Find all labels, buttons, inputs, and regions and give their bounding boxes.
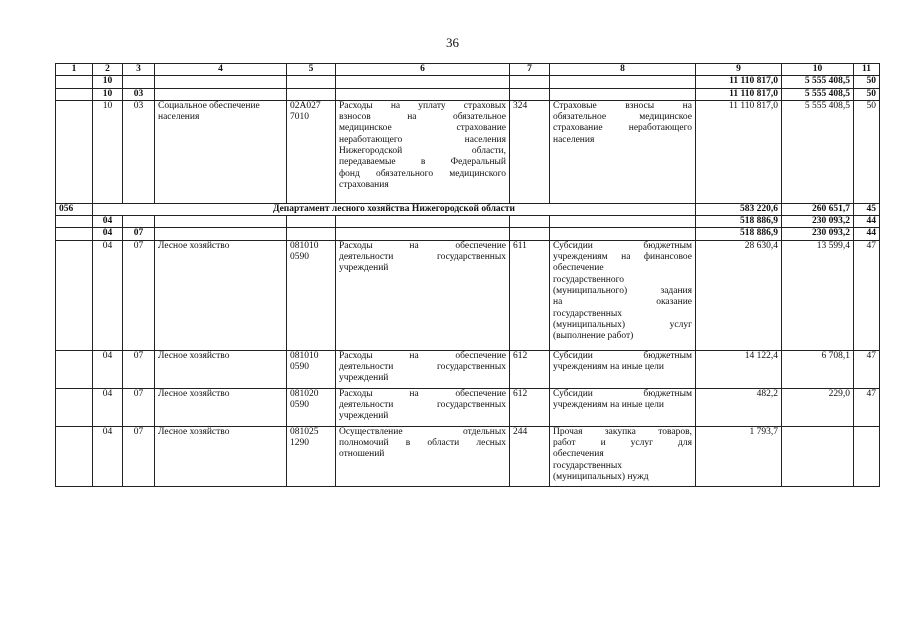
expense-type-code: 611	[510, 240, 550, 350]
expense-type-description: Прочая закупка товаров, работ и услуг для обеспечения государственных (муниципальных) нужд	[550, 426, 696, 486]
percent: 50	[854, 88, 880, 100]
table-row	[56, 100, 880, 203]
subsection-code: 07	[123, 240, 155, 350]
amount-actual: 230 093,2	[782, 228, 854, 240]
target-description: Осуществление отдельных полномочий в области лесных отношений	[336, 426, 510, 486]
table-row	[56, 426, 880, 486]
expense-type-description: Страховые взносы на обязательное медицинское страхование неработающего населения	[550, 100, 696, 203]
section-code: 04	[93, 350, 123, 388]
amount-actual: 6 708,1	[782, 350, 854, 388]
percent	[854, 426, 880, 486]
target-code: 081010 0590	[287, 240, 336, 350]
target-code: 081010 0590	[287, 350, 336, 388]
expense-type-code: 324	[510, 100, 550, 203]
table-row	[56, 240, 880, 350]
budget-table	[55, 63, 880, 487]
subsection-code: 03	[123, 88, 155, 100]
subsection-code	[123, 76, 155, 88]
section-name: Лесное хозяйство	[155, 388, 287, 426]
department-name: Департамент лесного хозяйства Нижегородской области	[93, 203, 696, 215]
amount-actual: 229,0	[782, 388, 854, 426]
amount-actual: 230 093,2	[782, 216, 854, 228]
col-header: 11	[854, 64, 880, 76]
subsection-code: 03	[123, 100, 155, 203]
table-row	[56, 76, 880, 88]
amount-actual: 5 555 408,5	[782, 88, 854, 100]
amount-plan: 11 110 817,0	[696, 100, 782, 203]
target-description: Расходы на уплату страховых взносов на обязательное медицинское страхование неработающего населения Нижегородской области, передаваемые в Федеральный фонд обязательного медицинского страхования	[336, 100, 510, 203]
percent: 44	[854, 216, 880, 228]
amount-plan: 14 122,4	[696, 350, 782, 388]
percent: 47	[854, 388, 880, 426]
percent: 50	[854, 76, 880, 88]
percent: 45	[854, 203, 880, 215]
percent: 47	[854, 350, 880, 388]
col-header: 2	[93, 64, 123, 76]
header-row	[56, 64, 880, 76]
target-code: 081025 1290	[287, 426, 336, 486]
target-description: Расходы на обеспечение деятельности государственных учреждений	[336, 350, 510, 388]
percent: 47	[854, 240, 880, 350]
section-code: 10	[93, 100, 123, 203]
expense-type-description: Субсидии бюджетным учреждениям на иные цели	[550, 388, 696, 426]
section-code: 04	[93, 388, 123, 426]
table-row	[56, 388, 880, 426]
amount-plan: 482,2	[696, 388, 782, 426]
amount-plan: 583 220,6	[696, 203, 782, 215]
target-code: 081020 0590	[287, 388, 336, 426]
target-code: 02А027 7010	[287, 100, 336, 203]
col-header: 9	[696, 64, 782, 76]
table-row	[56, 88, 880, 100]
section-name: Социальное обеспечение населения	[155, 100, 287, 203]
col-header: 6	[336, 64, 510, 76]
amount-plan: 11 110 817,0	[696, 88, 782, 100]
department-code: 056	[56, 203, 93, 215]
col-header: 10	[782, 64, 854, 76]
table-row	[56, 350, 880, 388]
subsection-code	[123, 216, 155, 228]
amount-plan: 518 886,9	[696, 228, 782, 240]
table-row	[56, 228, 880, 240]
expense-type-description: Субсидии бюджетным учреждениям на финансовое обеспечение государственного (муниципального) задания на оказание государственных (муниципальных) услуг (выполнение работ)	[550, 240, 696, 350]
col-header: 8	[550, 64, 696, 76]
amount-actual	[782, 426, 854, 486]
amount-plan: 518 886,9	[696, 216, 782, 228]
section-code: 10	[93, 76, 123, 88]
table-row	[56, 216, 880, 228]
department-row	[56, 203, 880, 215]
subsection-code: 07	[123, 350, 155, 388]
section-name: Лесное хозяйство	[155, 350, 287, 388]
amount-actual: 260 651,7	[782, 203, 854, 215]
amount-plan: 11 110 817,0	[696, 76, 782, 88]
amount-actual: 5 555 408,5	[782, 76, 854, 88]
expense-type-description: Субсидии бюджетным учреждениям на иные цели	[550, 350, 696, 388]
col-header: 3	[123, 64, 155, 76]
col-header: 5	[287, 64, 336, 76]
amount-actual: 5 555 408,5	[782, 100, 854, 203]
section-name: Лесное хозяйство	[155, 426, 287, 486]
target-description: Расходы на обеспечение деятельности государственных учреждений	[336, 240, 510, 350]
percent: 44	[854, 228, 880, 240]
section-code: 04	[93, 426, 123, 486]
amount-plan: 28 630,4	[696, 240, 782, 350]
target-description: Расходы на обеспечение деятельности государственных учреждений	[336, 388, 510, 426]
expense-type-code: 612	[510, 388, 550, 426]
col-header: 1	[56, 64, 93, 76]
section-name: Лесное хозяйство	[155, 240, 287, 350]
expense-type-code: 244	[510, 426, 550, 486]
amount-plan: 1 793,7	[696, 426, 782, 486]
page-number: 36	[446, 35, 459, 50]
section-code: 04	[93, 240, 123, 350]
col-header: 7	[510, 64, 550, 76]
col-header: 4	[155, 64, 287, 76]
expense-type-code: 612	[510, 350, 550, 388]
subsection-code: 07	[123, 426, 155, 486]
subsection-code: 07	[123, 228, 155, 240]
section-code: 04	[93, 228, 123, 240]
percent: 50	[854, 100, 880, 203]
section-code: 10	[93, 88, 123, 100]
amount-actual: 13 599,4	[782, 240, 854, 350]
subsection-code: 07	[123, 388, 155, 426]
section-code: 04	[93, 216, 123, 228]
